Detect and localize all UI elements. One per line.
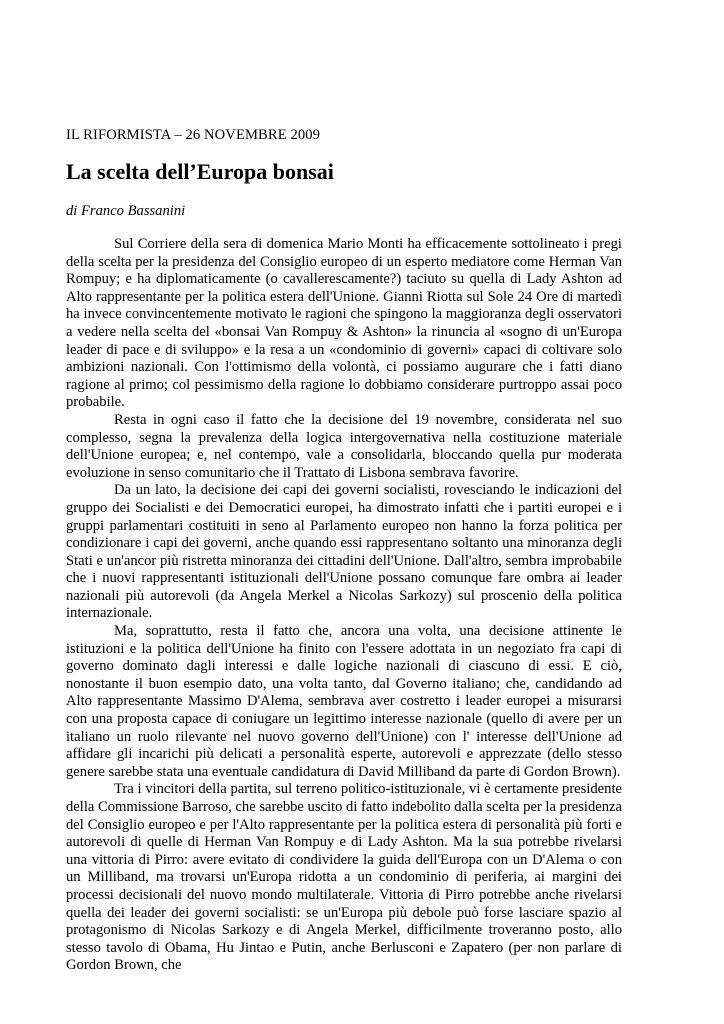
article-title: La scelta dell’Europa bonsai bbox=[66, 159, 334, 184]
article-paragraph: Resta in ogni caso il fatto che la decisione del 19 novembre, considerata nel suo complesso, segna la prevalenza della logica intergovernativa nella costituzione materiale dell'Unione europea; e, nel contempo, vale a consolidarla, bloccando quella pur moderata evoluzione in senso comunitario che il Trattato di Lisbona sembrava favorire. bbox=[66, 411, 622, 481]
article-paragraph: Sul Corriere della sera di domenica Mario Monti ha efficacemente sottolineato i pregi della scelta per la presidenza del Consiglio europeo di un esperto mediatore come Herman Van Rompuy; e ha diplomaticamente (o cavallerescamente?) taciuto su quella di Lady Ashton ad Alto rappresentante per la politica estera dell'Unione. Gianni Riotta sul Sole 24 Ore di martedì ha invece convincentemente motivato le ragioni che spingono la maggioranza degli osservatori a vedere nella scelta del «bonsai Van Rompuy & Ashton» la rinuncia al «sogno di un'Europa leader di pace e di sviluppo» e la resa a un «condominio di governi» capaci di coltivare solo ambizioni nazionali. Con l'ottimismo della volontà, ci possiamo augurare che i fatti diano ragione al primo; col pessimismo della ragione lo dobbiamo considerare purtroppo assai poco probabile. bbox=[66, 236, 622, 411]
article-paragraph: Tra i vincitori della partita, sul terreno politico-istituzionale, vi è certamente presidente della Commissione Barroso, che sarebbe uscito di fatto indebolito dalla scelta per la presidenza del Consiglio europeo e per l'Alto rappresentante per la politica estera di personalità più forti e autorevoli di quelle di Herman Van Rompuy e di Lady Ashton. Ma la sua potrebbe rivelarsi una vittoria di Pirro: avere evitato di condividere la guida dell'Europa con un D'Alema o con un Milliband, ma trovarsi un'Europa ridotta a un condominio di periferia, ai margini dei processi decisionali del nuovo mondo multilaterale. Vittoria di Pirro potrebbe anche rivelarsi quella dei leader dei governi socialisti: se un'Europa più debole può forse lasciare spazio al protagonismo di Nicolas Sarkozy e di Angela Merkel, difficilmente troveranno posto, allo stesso tavolo di Obama, Hu Jintao e Putin, anche Berlusconi e Zapatero (per non parlare di Gordon Brown, che bbox=[66, 781, 623, 974]
author-byline: di Franco Bassanini bbox=[66, 203, 186, 219]
article-body bbox=[66, 236, 622, 975]
article-paragraph: Da un lato, la decisione dei capi dei governi socialisti, rovesciando le indicazioni del gruppo dei Socialisti e dei Democratici europei, ha dimostrato infatti che i partiti europei e i gruppi parlamentari costituiti in seno al Parlamento europeo non hanno la forza politica per condizionare i capi dei governi, anche quando essi rappresentano soltanto una minoranza degli Stati e un'ancor più ristretta minoranza dei cittadini dell'Unione. Dall'altro, sembra improbabile che i nuovi rappresentanti istituzionali dell'Unione possano comunque fare ombra ai leader nazionali più autorevoli (da Angela Merkel a Nicolas Sarkozy) sul proscenio della politica internazionale. bbox=[66, 482, 622, 622]
newspaper-header: IL RIFORMISTA – 26 NOVEMBRE 2009 bbox=[66, 127, 321, 143]
article-paragraph: Ma, soprattutto, resta il fatto che, ancora una volta, una decisione attinente le istituzioni e la politica dell'Unione ha finito con l'essere adottata in un negoziato fra capi di governo dominato dagli interessi e dalle logiche nazionali di ciascuno di essi. E ciò, nonostante il buon esempio dato, una volta tanto, dal Governo italiano; che, candidando ad Alto rappresentante Massimo D'Alema, sembrava aver costretto i leader europei a misurarsi con una proposta capace di coniugare un legittimo interesse nazionale (quello di avere per un italiano un ruolo rilevante nel nuovo governo dell'Unione) con l' interesse dell'Unione ad affidare gli incarichi più delicati a personalità esperte, autorevoli e apprezzate (dello stesso genere sarebbe stata una eventuale candidatura di David Milliband da parte di Gordon Brown). bbox=[66, 623, 622, 780]
